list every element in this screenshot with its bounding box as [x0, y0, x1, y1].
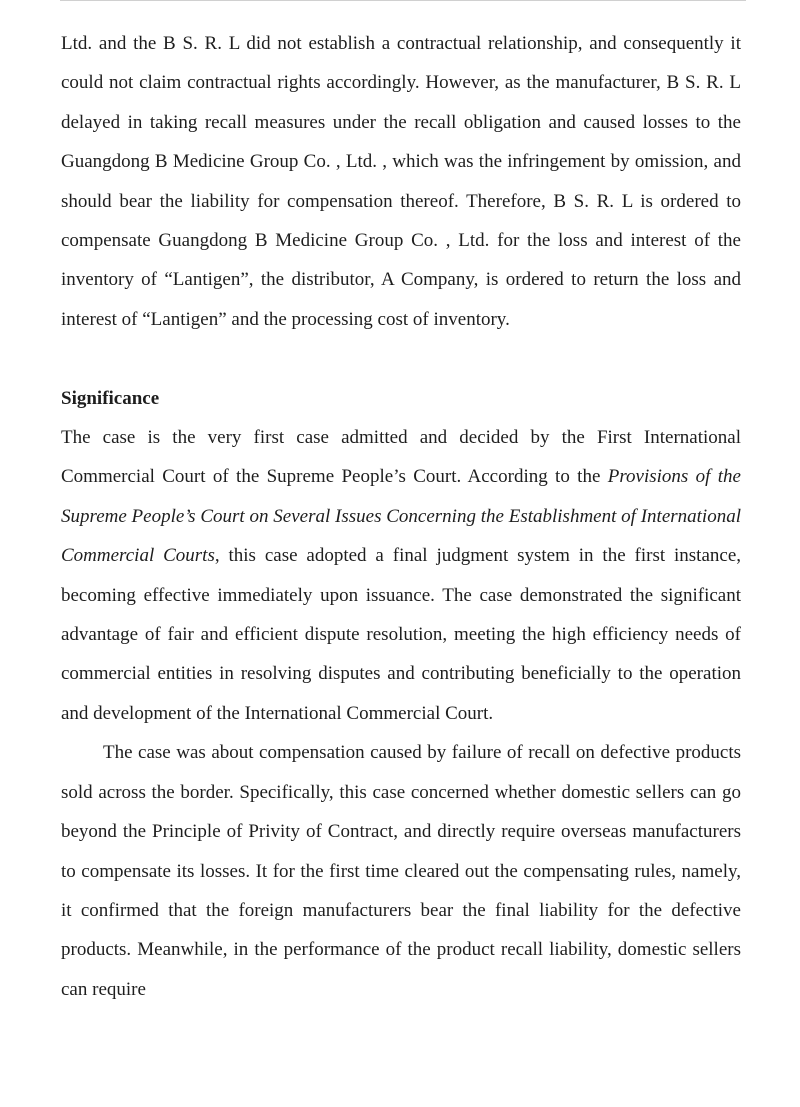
- top-rule: [60, 0, 746, 1]
- document-page: [61, 24, 741, 1009]
- continuation-paragraph: Ltd. and the B S. R. L did not establish a contractual relationship, and consequently it could not claim contractual rights accordingly. However, as the manufacturer, B S. R. L delayed in taking recall measures under the recall obligation and caused losses to the Guangdong B Medicine Group Co. , Ltd. , which was the infringement by omission, and should bear the liability for compensation thereof. Therefore, B S. R. L is ordered to compensate Guangdong B Medicine Group Co. , Ltd. for the loss and interest of the inventory of “Lantigen”, the distributor, A Company, is ordered to return the loss and interest of “Lantigen” and the processing cost of inventory.: [61, 33, 741, 330]
- provisions-title-italic: Provisions of the Supreme People’s Court on Several Issues Concerning the Establishment of International Commercial Courts: [61, 466, 741, 567]
- significance-text-part2: , this case adopted a final judgment system in the first instance, becoming effective immediately upon issuance. The case demonstrated the significant advantage of fair and efficient dispute resolution, meeting the high efficiency needs of commercial entities in resolving disputes and contributing beneficially to the operation and development of the International Commercial Court.: [61, 545, 742, 724]
- significance-paragraph: [61, 418, 741, 733]
- recall-liability-paragraph: The case was about compensation caused by failure of recall on defective products sold across the border. Specifically, this case concerned whether domestic sellers can go beyond the Principle of Privity of Contract, and directly require overseas manufacturers to compensate its losses. It for the first time cleared out the compensating rules, namely, it confirmed that the foreign manufacturers bear the final liability for the defective products. Meanwhile, in the performance of the product recall liability, domestic sellers can require: [61, 742, 741, 1000]
- section-spacer: [61, 339, 741, 378]
- significance-text-part1: The case is the very first case admitted and decided by the First International Commercial Court of the Supreme People’s Court. According to the: [61, 427, 741, 488]
- section-heading-significance: Significance: [61, 387, 160, 409]
